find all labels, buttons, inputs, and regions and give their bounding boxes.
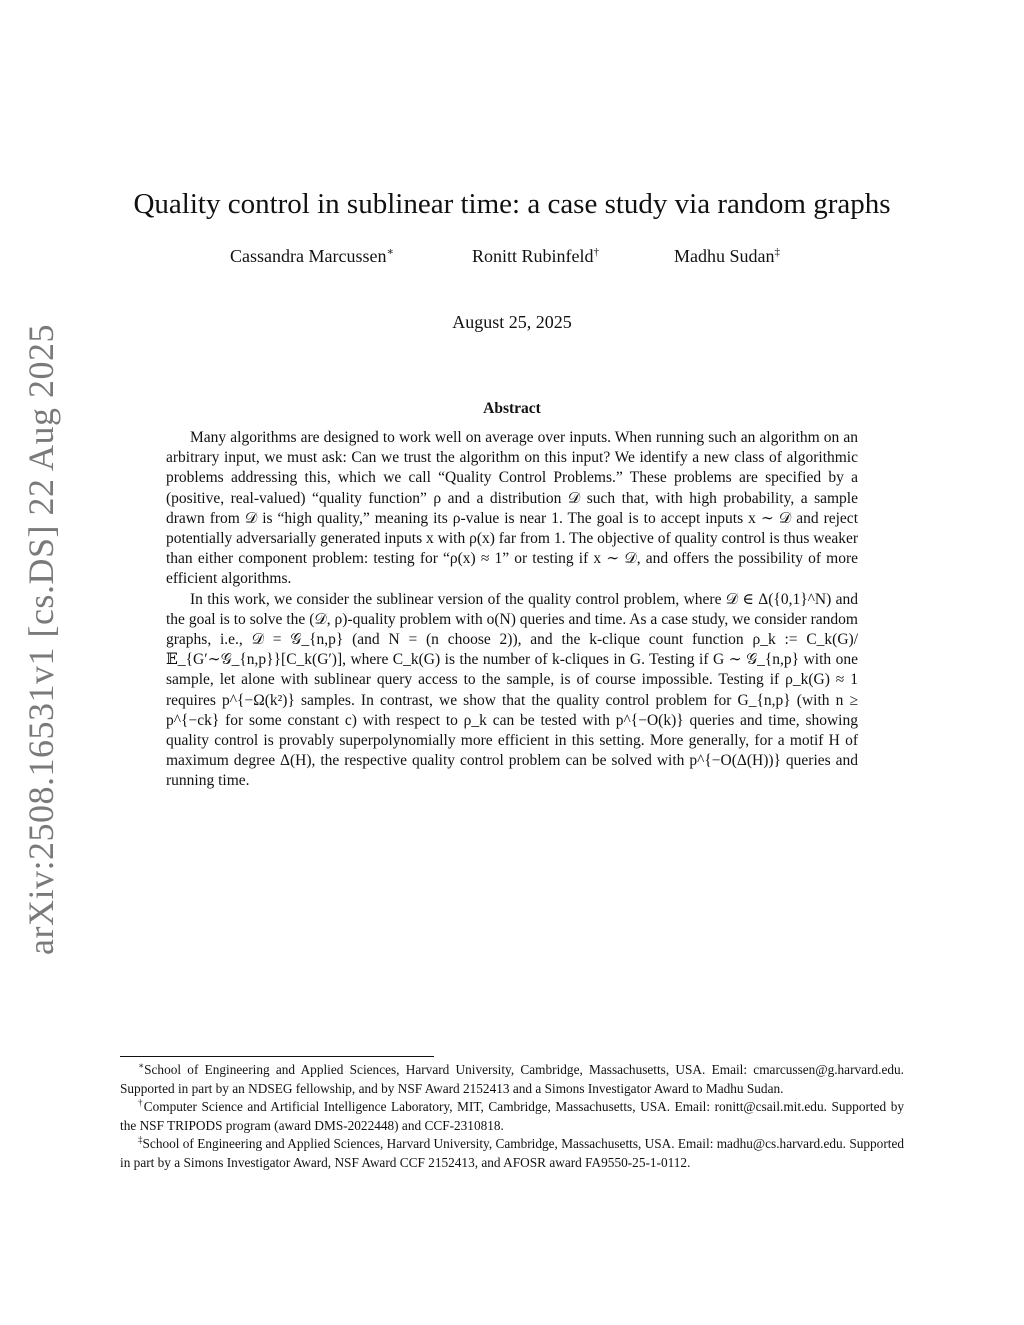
paper-title: Quality control in sublinear time: a case study via random graphs: [133, 188, 891, 220]
footnote-mark: ∗: [138, 1060, 145, 1071]
footnote-mark: †: [138, 1097, 144, 1108]
author-footnote-mark: †: [593, 246, 599, 258]
footnote-2: [120, 1098, 904, 1135]
author-3: [674, 244, 780, 268]
footnote-text: School of Engineering and Applied Sciences, Harvard University, Cambridge, Massachusetts, USA. Email: cmarcussen@g.harvard.edu. Supported in part by an NDSEG fellowship, and by NSF Award 2152413 and a Simons Investigator Award to Madhu Sudan.: [120, 1062, 904, 1096]
author-footnote-mark: ∗: [386, 246, 394, 258]
abstract-paragraph-1: Many algorithms are designed to work well on average over inputs. When running such an algorithm on an arbitrary input, we must ask: Can we trust the algorithm on this input? We identify a new class of algorithmic problems addressing this, which we call “Quality Control Problems.” These problems are specified by a (positive, real-valued) “quality function” ρ and a distribution 𝒟 such that, with high probability, a sample drawn from 𝒟 is “high quality,” meaning its ρ-value is near 1. The goal is to accept inputs x ∼ 𝒟 and reject potentially adversarially generated inputs x with ρ(x) far from 1. The objective of quality control is thus weaker than either component problem: testing for “ρ(x) ≈ 1” or testing if x ∼ 𝒟, and offers the possibility of more efficient algorithms.: [166, 429, 858, 588]
author-1: [230, 244, 394, 268]
abstract-heading: Abstract: [483, 400, 541, 417]
author-name: Madhu Sudan: [674, 246, 775, 266]
author-name: Ronitt Rubinfeld: [472, 246, 594, 266]
footnotes: [120, 1061, 904, 1173]
footnote-text: School of Engineering and Applied Sciences, Harvard University, Cambridge, Massachusetts, USA. Email: madhu@cs.harvard.edu. Supported in part by a Simons Investigator Award, NSF Award CCF 2152413, and AFOSR award FA9550-25-1-0112.: [120, 1136, 904, 1170]
author-footnote-mark: ‡: [774, 246, 780, 258]
abstract-body: [166, 428, 858, 792]
abstract-paragraph-2: In this work, we consider the sublinear version of the quality control problem, where 𝒟 ∈ Δ({0,1}^N) and the goal is to solve the (𝒟, ρ)-quality problem with o(N) queries and time. As a case study, we consider random graphs, i.e., 𝒟 = 𝒢_{n,p} (and N = (n choose 2)), and the k-clique count function ρ_k := C_k(G)/𝔼_{G′∼𝒢_{n,p}}[C_k(G′)], where C_k(G) is the number of k-cliques in G. Testing if G ∼ 𝒢_{n,p} with one sample, let alone with sublinear query access to the sample, is of course impossible. Testing if ρ_k(G) ≈ 1 requires p^{−Ω(k²)} samples. In contrast, we show that the quality control problem for G_{n,p} (with n ≥ p^{−ck} for some constant c) with respect to ρ_k can be tested with p^{−O(k)} queries and time, showing quality control is provably superpolynomially more efficient in this setting. More generally, for a motif H of maximum degree Δ(H), the respective quality control problem can be solved with p^{−O(Δ(H))} queries and running time.: [166, 590, 858, 790]
footnote-rule: [120, 1056, 434, 1057]
footnote-mark: ‡: [138, 1134, 143, 1145]
arxiv-identifier-stamp: arXiv:2508.16531v1 [cs.DS] 22 Aug 2025: [21, 324, 61, 955]
footnote-1: [120, 1061, 904, 1098]
author-2: [472, 244, 599, 268]
author-name: Cassandra Marcussen: [230, 246, 387, 266]
footnote-text: Computer Science and Artificial Intelligence Laboratory, MIT, Cambridge, Massachusetts, USA. Email: ronitt@csail.mit.edu. Supported by the NSF TRIPODS program (award DMS-2022448) and CCF-2310818.: [120, 1099, 905, 1133]
publication-date: August 25, 2025: [452, 312, 572, 332]
footnote-3: [120, 1135, 904, 1172]
